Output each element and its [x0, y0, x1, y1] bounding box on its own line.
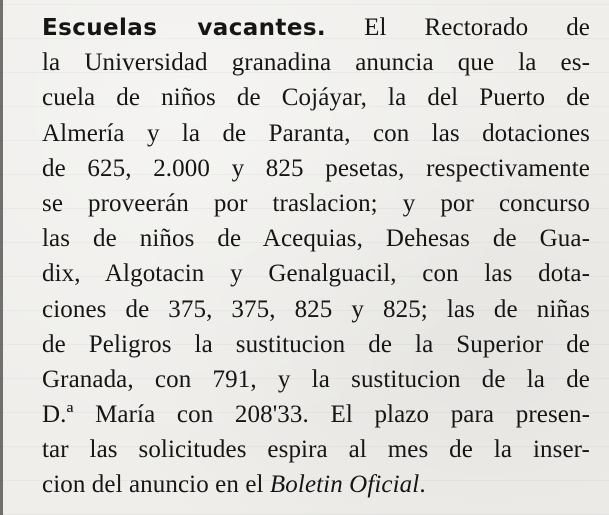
article-line: cuela de niños de Cojáyar, la del Puerto de [42, 84, 590, 112]
article-line: Granada, con 791, y la sustitucion de la de [42, 365, 590, 393]
article-line: la Universidad granadina anuncia que la es- [42, 49, 590, 77]
article-line-text: cion del anuncio en el [42, 471, 270, 499]
article-line [42, 467, 590, 502]
column-rule [0, 0, 3, 515]
article-text [42, 10, 590, 503]
closing-period: . [419, 471, 426, 499]
article-line: se proveerán por traslacion; y por concurso [42, 189, 590, 217]
article-line: Almería y la de Paranta, con las dotaciones [42, 119, 590, 147]
article-line: ciones de 375, 375, 825 y 825; las de niñas [42, 295, 590, 323]
article-line: de Peligros la sustitucion de la Superior de [42, 330, 590, 358]
article-line: de 625, 2.000 y 825 pesetas, respectivamente [42, 154, 590, 182]
article-line: las de niños de Acequias, Dehesas de Gua- [42, 225, 590, 253]
article-headline: Escuelas vacantes. [42, 15, 327, 41]
article-line: dix, Algotacin y Genalguacil, con las dota- [42, 260, 590, 288]
article-line: tar las solicitudes espira al mes de la inser- [42, 436, 590, 464]
article-line-text: El Rectorado de [364, 14, 590, 41]
boletin-oficial-italic: Boletin Oficial [269, 471, 420, 499]
article-line: D.ª María con 208'33. El plazo para presen- [42, 401, 590, 429]
article-line [42, 10, 590, 45]
